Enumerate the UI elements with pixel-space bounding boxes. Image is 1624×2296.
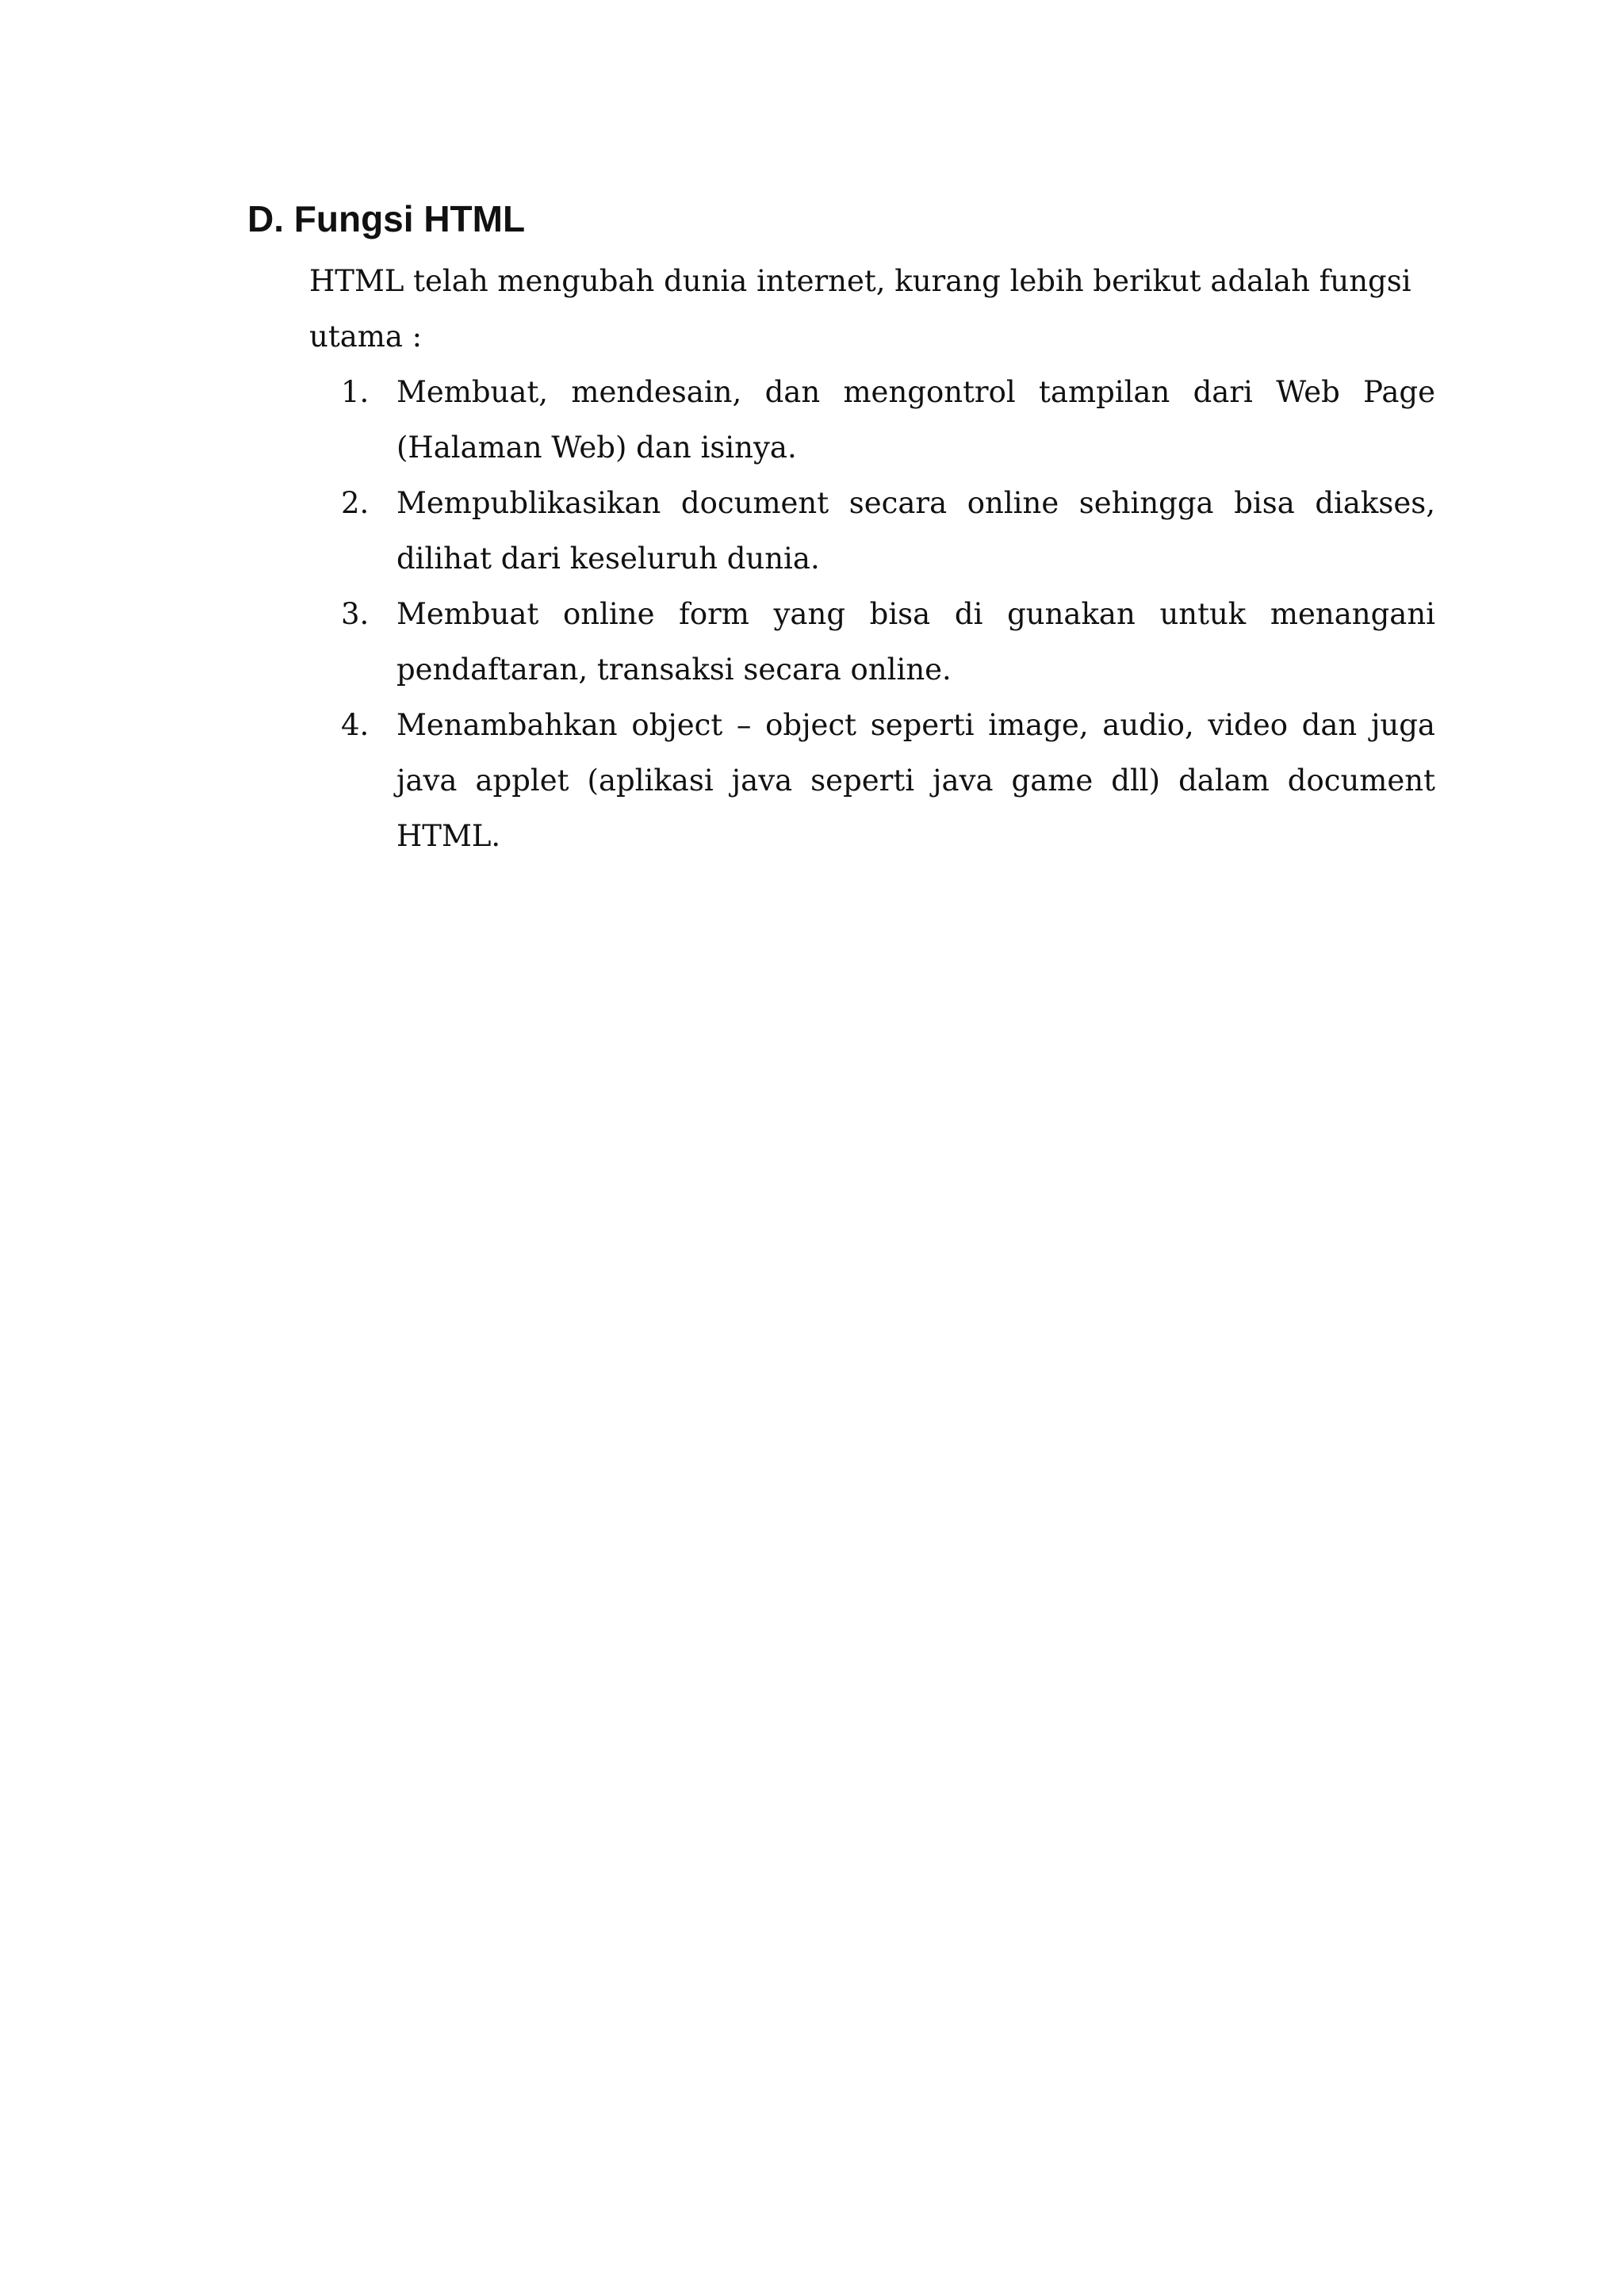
list-item bbox=[341, 587, 1435, 698]
list-item-number: 1. bbox=[341, 375, 370, 409]
list-item-number: 2. bbox=[341, 486, 370, 520]
section-heading: D. Fungsi HTML bbox=[247, 198, 526, 239]
list-item-text: Membuat, mendesain, dan mengontrol tampilan dari Web Page (Halaman Web) dan isinya. bbox=[396, 375, 1435, 465]
list-item bbox=[341, 698, 1435, 864]
list-item bbox=[341, 476, 1435, 587]
intro-line-2: utama : bbox=[309, 320, 423, 354]
list-item-text: Mempublikasikan document secara online sehingga bisa diakses, dilihat dari keseluruh dunia. bbox=[396, 486, 1435, 576]
intro-line-1: HTML telah mengubah dunia internet, kurang lebih berikut adalah fungsi bbox=[309, 264, 1411, 298]
list-item bbox=[341, 365, 1435, 476]
list-item-text: Membuat online form yang bisa di gunakan untuk menangani pendaftaran, transaksi secara online. bbox=[396, 597, 1435, 687]
list-item-text: Menambahkan object – object seperti image, audio, video dan juga java applet (aplikasi java seperti java game dll) dalam document HTML. bbox=[396, 708, 1435, 853]
intro-paragraph bbox=[309, 254, 1435, 365]
list-item-number: 3. bbox=[341, 597, 370, 631]
list-item-number: 4. bbox=[341, 708, 370, 742]
function-list bbox=[341, 365, 1435, 864]
